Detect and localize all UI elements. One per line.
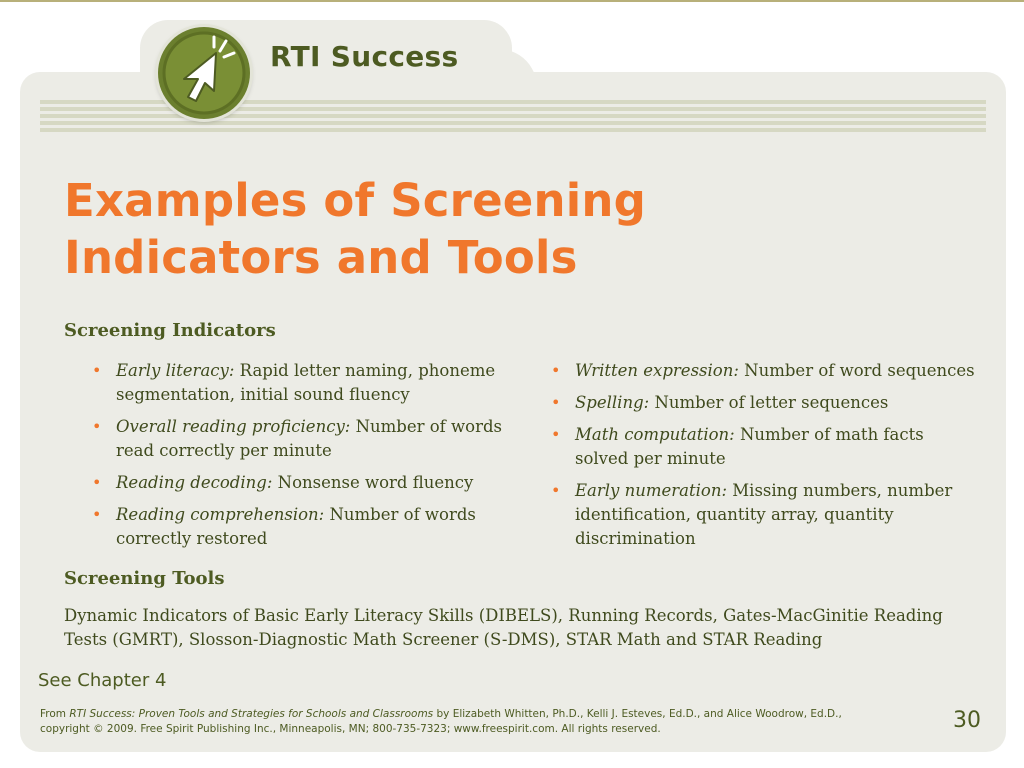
indicator-text: Number of letter sequences: [649, 393, 889, 412]
indicator-term: Reading comprehension:: [116, 505, 325, 524]
book-title: RTI Success: Proven Tools and Strategies for Schools and Classrooms: [69, 708, 434, 720]
app-title: RTI Success: [270, 40, 459, 73]
list-item: • Spelling: Number of letter sequences: [551, 393, 889, 412]
tools-text: Dynamic Indicators of Basic Early Literacy Skills (DIBELS), Running Records, Gates-MacGinitie Reading Tests (GMRT), Slosson-Diagnostic Math Screener (S-DMS), STAR Math and STAR Reading: [64, 606, 943, 649]
cursor-arrow-icon: [158, 27, 250, 119]
title-line-2: Indicators and Tools: [64, 231, 578, 284]
indicators-heading: Screening Indicators: [64, 320, 276, 341]
list-item: • Early numeration: Missing numbers, number identification, quantity array, quantity discrimination: [551, 481, 953, 548]
indicator-text: Number of word sequences: [738, 361, 975, 380]
indicator-term: Written expression:: [575, 361, 739, 380]
indicator-text: Number of words read correctly per minute: [116, 417, 503, 460]
indicator-text: Rapid letter naming, phoneme segmentation, initial sound fluency: [116, 361, 496, 404]
page-title: [64, 172, 864, 286]
top-rule: [0, 0, 1024, 2]
indicators-list-left: [90, 359, 510, 559]
see-chapter-note: See Chapter 4: [38, 670, 167, 691]
title-line-1: Examples of Screening: [64, 174, 647, 227]
indicator-term: Math computation:: [575, 425, 735, 444]
indicator-term: Spelling:: [575, 393, 650, 412]
indicator-text: Missing numbers, number identification, quantity array, quantity discrimination: [575, 481, 953, 548]
indicator-text: Number of words correctly restored: [116, 505, 476, 548]
tools-heading: Screening Tools: [64, 568, 225, 589]
indicator-text: Nonsense word fluency: [272, 473, 474, 492]
list-item: • Overall reading proficiency: Number of words read correctly per minute: [92, 417, 503, 460]
indicator-term: Reading decoding:: [116, 473, 273, 492]
indicator-term: Early literacy:: [116, 361, 235, 380]
list-item: • Math computation: Number of math facts solved per minute: [551, 425, 924, 468]
list-item: • Early literacy: Rapid letter naming, phoneme segmentation, initial sound fluency: [92, 361, 496, 404]
list-item: • Written expression: Number of word sequences: [551, 361, 975, 380]
indicators-list-right: [549, 359, 979, 559]
copyright-footer: From RTI Success: Proven Tools and Strategies for Schools and Classrooms by Elizabeth Whitten, Ph.D., Kelli J. Esteves, Ed.D., and Alice Woodrow, Ed.D., copyright © 2009. Free Spirit Publishing Inc., Minneapolis, MN; 800-735-7323; www.freespirit.com. All rights reserved.: [40, 708, 842, 735]
list-item: • Reading comprehension: Number of words correctly restored: [92, 505, 476, 548]
page-number: 30: [953, 708, 981, 733]
indicator-text: Number of math facts solved per minute: [575, 425, 924, 468]
indicator-term: Early numeration:: [575, 481, 728, 500]
list-item: • Reading decoding: Nonsense word fluency: [92, 473, 474, 492]
indicator-term: Overall reading proficiency:: [116, 417, 351, 436]
